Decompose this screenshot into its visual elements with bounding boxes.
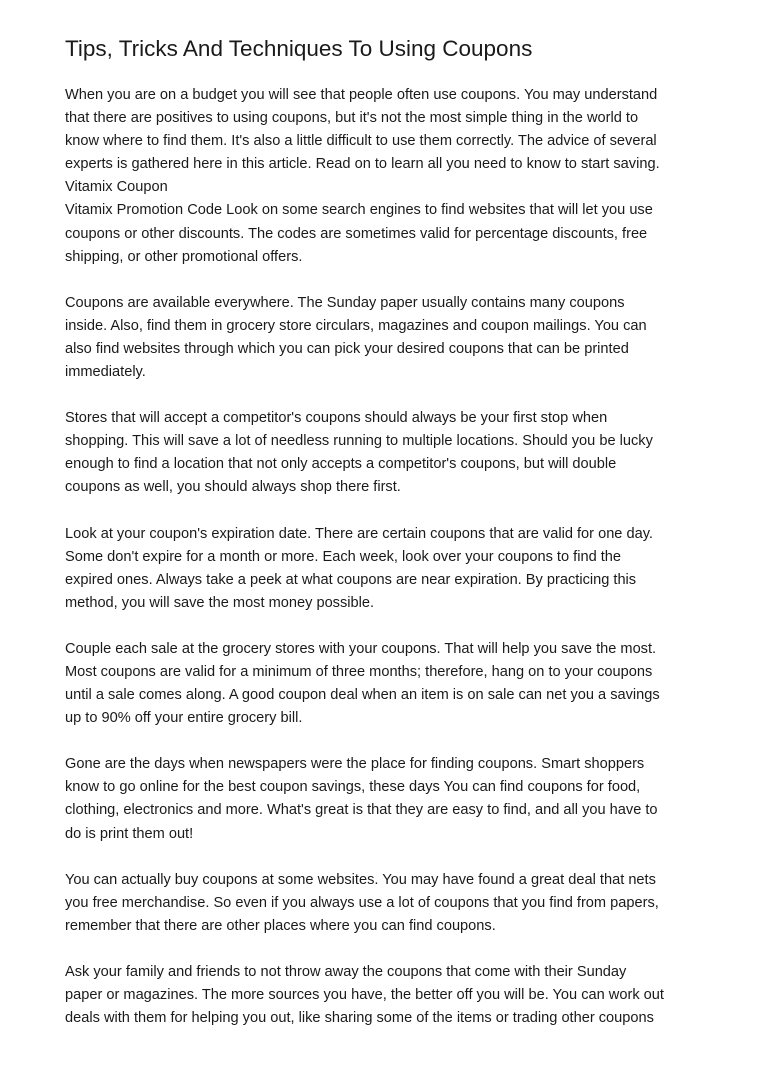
body-text <box>65 84 715 1030</box>
paragraph <box>65 292 715 384</box>
text-line: Stores that will accept a competitor's coupons should always be your first stop when <box>65 410 608 427</box>
text-line: that there are positives to using coupons, but it's not the most simple thing in the world to <box>65 110 639 127</box>
paragraph <box>65 84 715 269</box>
text-line: coupons or other discounts. The codes are sometimes valid for percentage discounts, free <box>65 225 648 242</box>
text-line: until a sale comes along. A good coupon deal when an item is on sale can net you a savings <box>65 687 660 704</box>
text-line: know where to find them. It's also a little difficult to use them correctly. The advice of several <box>65 133 657 150</box>
text-line: remember that there are other places where you can find coupons. <box>65 917 496 934</box>
text-line: Look at your coupon's expiration date. There are certain coupons that are valid for one day. <box>65 525 653 542</box>
text-line: coupons as well, you should always shop there first. <box>65 479 401 496</box>
paragraph <box>65 961 715 1030</box>
document-page <box>65 34 715 1053</box>
text-line: expired ones. Always take a peek at what coupons are near expiration. By practicing this <box>65 571 637 588</box>
text-line: Vitamix Coupon <box>65 179 168 196</box>
text-line: know to go online for the best coupon savings, these days You can find coupons for food, <box>65 779 641 796</box>
text-line: Gone are the days when newspapers were the place for finding coupons. Smart shoppers <box>65 756 645 773</box>
page-title: Tips, Tricks And Techniques To Using Coupons <box>65 36 533 61</box>
text-line: also find websites through which you can pick your desired coupons that can be printed <box>65 340 629 357</box>
text-line: do is print them out! <box>65 825 194 842</box>
text-line: Most coupons are valid for a minimum of three months; therefore, hang on to your coupons <box>65 663 653 680</box>
text-line: method, you will save the most money possible. <box>65 594 375 611</box>
paragraph <box>65 869 715 938</box>
text-line: clothing, electronics and more. What's great is that they are easy to find, and all you have to <box>65 802 658 819</box>
text-line: Vitamix Promotion Code Look on some search engines to find websites that will let you use <box>65 202 653 219</box>
paragraph <box>65 523 715 615</box>
text-line: inside. Also, find them in grocery store circulars, magazines and coupon mailings. You can <box>65 317 647 334</box>
text-line: deals with them for helping you out, like sharing some of the items or trading other coupons <box>65 1010 654 1027</box>
text-line: Couple each sale at the grocery stores with your coupons. That will help you save the most. <box>65 640 657 657</box>
text-line: immediately. <box>65 364 146 381</box>
paragraph <box>65 407 715 499</box>
paragraph <box>65 753 715 845</box>
text-line: Coupons are available everywhere. The Sunday paper usually contains many coupons <box>65 294 625 311</box>
text-line: enough to find a location that not only accepts a competitor's coupons, but will double <box>65 456 617 473</box>
paragraph <box>65 638 715 730</box>
text-line: You can actually buy coupons at some websites. You may have found a great deal that nets <box>65 871 656 888</box>
text-line: shopping. This will save a lot of needless running to multiple locations. Should you be lucky <box>65 433 653 450</box>
text-line: Ask your family and friends to not throw away the coupons that come with their Sunday <box>65 963 627 980</box>
text-line: up to 90% off your entire grocery bill. <box>65 710 303 727</box>
text-line: you free merchandise. So even if you always use a lot of coupons that you find from papers, <box>65 894 659 911</box>
text-line: experts is gathered here in this article. Read on to learn all you need to know to start saving. <box>65 156 660 173</box>
text-line: paper or magazines. The more sources you have, the better off you will be. You can work out <box>65 987 664 1003</box>
text-line: shipping, or other promotional offers. <box>65 248 303 265</box>
text-line: Some don't expire for a month or more. Each week, look over your coupons to find the <box>65 548 622 565</box>
text-line: When you are on a budget you will see that people often use coupons. You may understand <box>65 87 658 103</box>
